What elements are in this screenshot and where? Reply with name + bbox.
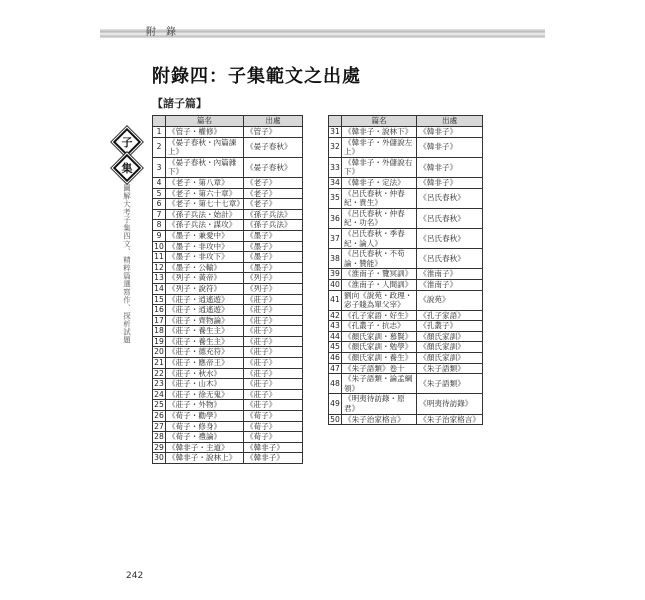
row-number: 38 <box>329 249 342 269</box>
row-number: 32 <box>329 137 342 157</box>
row-number: 22 <box>154 368 164 378</box>
row-number: 1 <box>153 127 166 138</box>
ji-diamond-icon: 集 <box>113 154 141 182</box>
row-title: 《呂氏春秋・季春紀・論人》 <box>341 228 416 248</box>
row-number: 8 <box>153 220 166 231</box>
row-source: 《莊子》 <box>244 400 303 411</box>
header-title: 篇名 <box>341 116 416 127</box>
table-row <box>153 400 303 411</box>
row-title: 《墨子・兼愛中》 <box>166 230 244 241</box>
zi-diamond-icon: 子 <box>113 128 141 156</box>
row-number: 45 <box>330 342 340 352</box>
row-number: 36 <box>329 208 342 228</box>
row-source: 《韓非子》 <box>244 453 303 464</box>
table-header-row <box>153 116 303 127</box>
table-row <box>329 269 483 280</box>
row-source: 《莊子》 <box>244 315 303 326</box>
table-row <box>153 347 303 358</box>
table-row <box>153 137 303 157</box>
table-row <box>329 321 483 332</box>
table-row <box>153 252 303 263</box>
row-title: 《荀子・禮論》 <box>166 432 244 443</box>
row-source: 《墨子》 <box>244 241 303 252</box>
table-row <box>153 188 303 199</box>
row-number: 44 <box>330 331 340 341</box>
row-title: 《老子・第八章》 <box>166 177 244 188</box>
row-source: 《管子》 <box>244 127 303 138</box>
page-title: 附錄四：子集範文之出處 <box>152 66 361 87</box>
table-row <box>329 137 483 157</box>
row-number: 16 <box>154 305 164 315</box>
row-title: 《墨子・公輸》 <box>166 262 244 273</box>
sources-table-left <box>152 115 303 464</box>
row-title: 《莊子・外物》 <box>166 400 244 411</box>
row-title: 《顏氏家訓・勉學》 <box>341 342 416 353</box>
row-title: 《顏氏家訓・慕賢》 <box>341 331 416 342</box>
table-row <box>153 241 303 252</box>
header-source: 出處 <box>417 116 483 127</box>
table-row <box>153 157 303 177</box>
table-row <box>153 432 303 443</box>
table-row <box>329 331 483 342</box>
row-source: 《莊子》 <box>244 389 303 400</box>
row-number: 35 <box>329 188 342 208</box>
table-row <box>329 363 483 374</box>
row-title: 《呂氏春秋・仲春紀・貴生》 <box>341 188 416 208</box>
row-title: 《淮南子・覽冥訓》 <box>341 269 416 280</box>
row-source: 《莊子》 <box>244 305 303 316</box>
table-row <box>329 290 483 310</box>
row-source: 《晏子春秋》 <box>244 137 303 157</box>
page-number: 242 <box>126 571 144 581</box>
row-number: 23 <box>154 379 164 389</box>
row-number: 48 <box>329 374 342 394</box>
section-label: 【諸子篇】 <box>152 97 207 110</box>
row-number: 42 <box>330 310 340 320</box>
table-row <box>153 411 303 422</box>
table-row <box>329 177 483 188</box>
row-source: 《莊子》 <box>244 294 303 305</box>
row-source: 《顏氏家訓》 <box>417 353 483 364</box>
table-row <box>153 358 303 369</box>
table-row <box>153 294 303 305</box>
row-number: 5 <box>153 188 166 199</box>
row-source: 《莊子》 <box>244 379 303 390</box>
row-source: 《莊子》 <box>244 347 303 358</box>
row-title: 《明夷待訪錄・原君》 <box>341 394 416 414</box>
table-header-row <box>329 116 483 127</box>
row-number: 12 <box>154 262 164 272</box>
row-title: 《韓非子・外儲說左上》 <box>341 137 416 157</box>
header-index <box>329 116 342 127</box>
table-row <box>329 414 483 425</box>
row-title: 《朱子語類・論孟綱領》 <box>341 374 416 394</box>
row-source: 《韓非子》 <box>244 442 303 453</box>
row-source: 《老子》 <box>244 177 303 188</box>
row-number: 26 <box>154 411 164 421</box>
row-source: 《孫子兵法》 <box>244 220 303 231</box>
row-title: 《莊子・德充符》 <box>166 347 244 358</box>
row-title: 《墨子・非攻下》 <box>166 252 244 263</box>
row-source: 《孔子家語》 <box>417 310 483 321</box>
row-number: 3 <box>153 157 166 177</box>
row-number: 20 <box>154 347 164 357</box>
row-number: 29 <box>154 442 164 452</box>
row-source: 《淮南子》 <box>417 279 483 290</box>
row-title: 《晏子春秋・內篇諫上》 <box>166 137 244 157</box>
row-title: 《老子・第六十章》 <box>166 188 244 199</box>
row-title: 《朱子治家格言》 <box>341 414 416 425</box>
row-title: 《莊子・山木》 <box>166 379 244 390</box>
row-number: 14 <box>154 283 164 293</box>
row-number: 31 <box>330 127 340 136</box>
table-row <box>153 230 303 241</box>
row-number: 40 <box>330 279 340 289</box>
row-source: 《列子》 <box>244 273 303 284</box>
running-header-title: 附錄 <box>146 27 186 38</box>
row-number: 43 <box>330 321 340 331</box>
row-source: 《呂氏春秋》 <box>417 208 483 228</box>
row-number: 13 <box>154 273 164 283</box>
row-number: 47 <box>330 363 340 373</box>
row-source: 《顏氏家訓》 <box>417 342 483 353</box>
row-number: 46 <box>330 353 340 363</box>
row-title: 《淮南子・人間訓》 <box>341 279 416 290</box>
row-title: 《韓非子・外儲說右下》 <box>341 157 416 177</box>
row-source: 《朱子語類》 <box>417 363 483 374</box>
row-source: 《淮南子》 <box>417 269 483 280</box>
row-number: 49 <box>329 394 342 414</box>
row-number: 6 <box>153 199 166 210</box>
row-source: 《朱子治家格言》 <box>417 414 483 425</box>
row-number: 33 <box>329 157 342 177</box>
row-number: 21 <box>154 358 164 368</box>
row-source: 《莊子》 <box>244 336 303 347</box>
row-title: 《韓非子・說林下》 <box>341 127 416 138</box>
row-source: 《韓非子》 <box>417 177 483 188</box>
table-row <box>329 353 483 364</box>
row-number: 2 <box>153 137 166 157</box>
table-row <box>153 389 303 400</box>
row-source: 《荀子》 <box>244 432 303 443</box>
table-row <box>153 209 303 220</box>
row-source: 《莊子》 <box>244 358 303 369</box>
table-row <box>153 379 303 390</box>
table-row <box>153 336 303 347</box>
row-number: 25 <box>154 400 164 410</box>
row-number: 34 <box>330 177 340 187</box>
table-row <box>153 368 303 379</box>
row-source: 《孔叢子》 <box>417 321 483 332</box>
row-source: 《韓非子》 <box>417 137 483 157</box>
row-source: 《老子》 <box>244 188 303 199</box>
row-title: 《呂氏春秋・仲春紀・功名》 <box>341 208 416 228</box>
row-source: 《顏氏家訓》 <box>417 331 483 342</box>
row-source: 《韓非子》 <box>417 127 483 138</box>
row-number: 41 <box>329 290 342 310</box>
row-source: 《孫子兵法》 <box>244 209 303 220</box>
row-title: 《孫子兵法・始計》 <box>166 209 244 220</box>
side-emblem <box>116 128 138 364</box>
row-title: 《莊子・養生主》 <box>166 336 244 347</box>
row-number: 10 <box>154 241 164 251</box>
table-row <box>153 127 303 138</box>
row-title: 《韓非子・主道》 <box>166 442 244 453</box>
row-number: 17 <box>154 315 164 325</box>
row-source: 《莊子》 <box>244 326 303 337</box>
table-row <box>329 279 483 290</box>
sources-table-right <box>328 115 483 425</box>
row-title: 《莊子・齊物論》 <box>166 315 244 326</box>
table-row <box>329 249 483 269</box>
row-number: 19 <box>154 336 164 346</box>
row-title: 《荀子・修身》 <box>166 421 244 432</box>
row-source: 《荀子》 <box>244 411 303 422</box>
table-row <box>153 453 303 464</box>
row-number: 9 <box>153 230 166 241</box>
header-title: 篇名 <box>166 116 244 127</box>
row-number: 28 <box>154 432 164 442</box>
row-source: 《朱子語類》 <box>417 374 483 394</box>
table-row <box>329 127 483 138</box>
table-row <box>153 262 303 273</box>
table-row <box>153 442 303 453</box>
row-title: 《莊子・應帝王》 <box>166 358 244 369</box>
table-row <box>329 188 483 208</box>
row-source: 《呂氏春秋》 <box>417 249 483 269</box>
row-title: 《韓非子・定法》 <box>341 177 416 188</box>
row-source: 《明夷待訪錄》 <box>417 394 483 414</box>
row-title: 《莊子・秋水》 <box>166 368 244 379</box>
row-source: 《墨子》 <box>244 262 303 273</box>
table-row <box>153 315 303 326</box>
table-row <box>329 374 483 394</box>
table-row <box>153 421 303 432</box>
row-source: 《晏子春秋》 <box>244 157 303 177</box>
row-title: 《孔子家語・好生》 <box>341 310 416 321</box>
table-row <box>329 228 483 248</box>
row-source: 《墨子》 <box>244 252 303 263</box>
row-title: 《呂氏春秋・不苟論・贊能》 <box>341 249 416 269</box>
row-number: 4 <box>153 177 166 188</box>
table-row <box>329 208 483 228</box>
row-number: 24 <box>154 389 164 399</box>
table-row <box>153 305 303 316</box>
table-row <box>153 220 303 231</box>
row-title: 《管子・權修》 <box>166 127 244 138</box>
row-title: 《晏子春秋・內篇雜下》 <box>166 157 244 177</box>
row-title: 《莊子・徐无鬼》 <box>166 389 244 400</box>
row-title: 《老子・第七十七章》 <box>166 199 244 210</box>
table-row <box>329 342 483 353</box>
row-number: 30 <box>154 453 164 463</box>
row-number: 7 <box>153 209 166 220</box>
table-row <box>153 283 303 294</box>
table-row <box>329 157 483 177</box>
row-title: 《朱子語類》卷十 <box>341 363 416 374</box>
row-title: 《荀子・勸學》 <box>166 411 244 422</box>
row-title: 《莊子・逍遙遊》 <box>166 305 244 316</box>
row-number: 15 <box>154 294 164 304</box>
table-row <box>153 273 303 284</box>
row-source: 《呂氏春秋》 <box>417 228 483 248</box>
row-title: 劉向《說苑・政理・宓子賤為單父宰》 <box>341 290 416 310</box>
row-source: 《莊子》 <box>244 368 303 379</box>
row-source: 《韓非子》 <box>417 157 483 177</box>
table-row <box>329 310 483 321</box>
row-title: 《顏氏家訓・養生》 <box>341 353 416 364</box>
row-title: 《墨子・非攻中》 <box>166 241 244 252</box>
header-index <box>153 116 166 127</box>
row-title: 《孔叢子・抗志》 <box>341 321 416 332</box>
row-title: 《韓非子・說林上》 <box>166 453 244 464</box>
row-number: 11 <box>154 252 164 262</box>
side-vertical-text: 圖解大考子集四文、精粹篇選寫作、探析試題 <box>122 184 132 344</box>
table-row <box>153 199 303 210</box>
row-number: 39 <box>330 269 340 279</box>
row-title: 《莊子・逍遙遊》 <box>166 294 244 305</box>
row-title: 《莊子・養生主》 <box>166 326 244 337</box>
row-number: 27 <box>154 421 164 431</box>
row-title: 《孫子兵法・謀攻》 <box>166 220 244 231</box>
header-source: 出處 <box>244 116 303 127</box>
row-source: 《老子》 <box>244 199 303 210</box>
row-number: 37 <box>329 228 342 248</box>
table-row <box>153 326 303 337</box>
row-source: 《呂氏春秋》 <box>417 188 483 208</box>
row-title: 《列子・說符》 <box>166 283 244 294</box>
row-source: 《墨子》 <box>244 230 303 241</box>
row-source: 《列子》 <box>244 283 303 294</box>
row-source: 《說苑》 <box>417 290 483 310</box>
row-source: 《荀子》 <box>244 421 303 432</box>
table-row <box>329 394 483 414</box>
row-title: 《列子・黃帝》 <box>166 273 244 284</box>
row-number: 50 <box>330 414 340 424</box>
row-number: 18 <box>154 326 164 336</box>
table-row <box>153 177 303 188</box>
